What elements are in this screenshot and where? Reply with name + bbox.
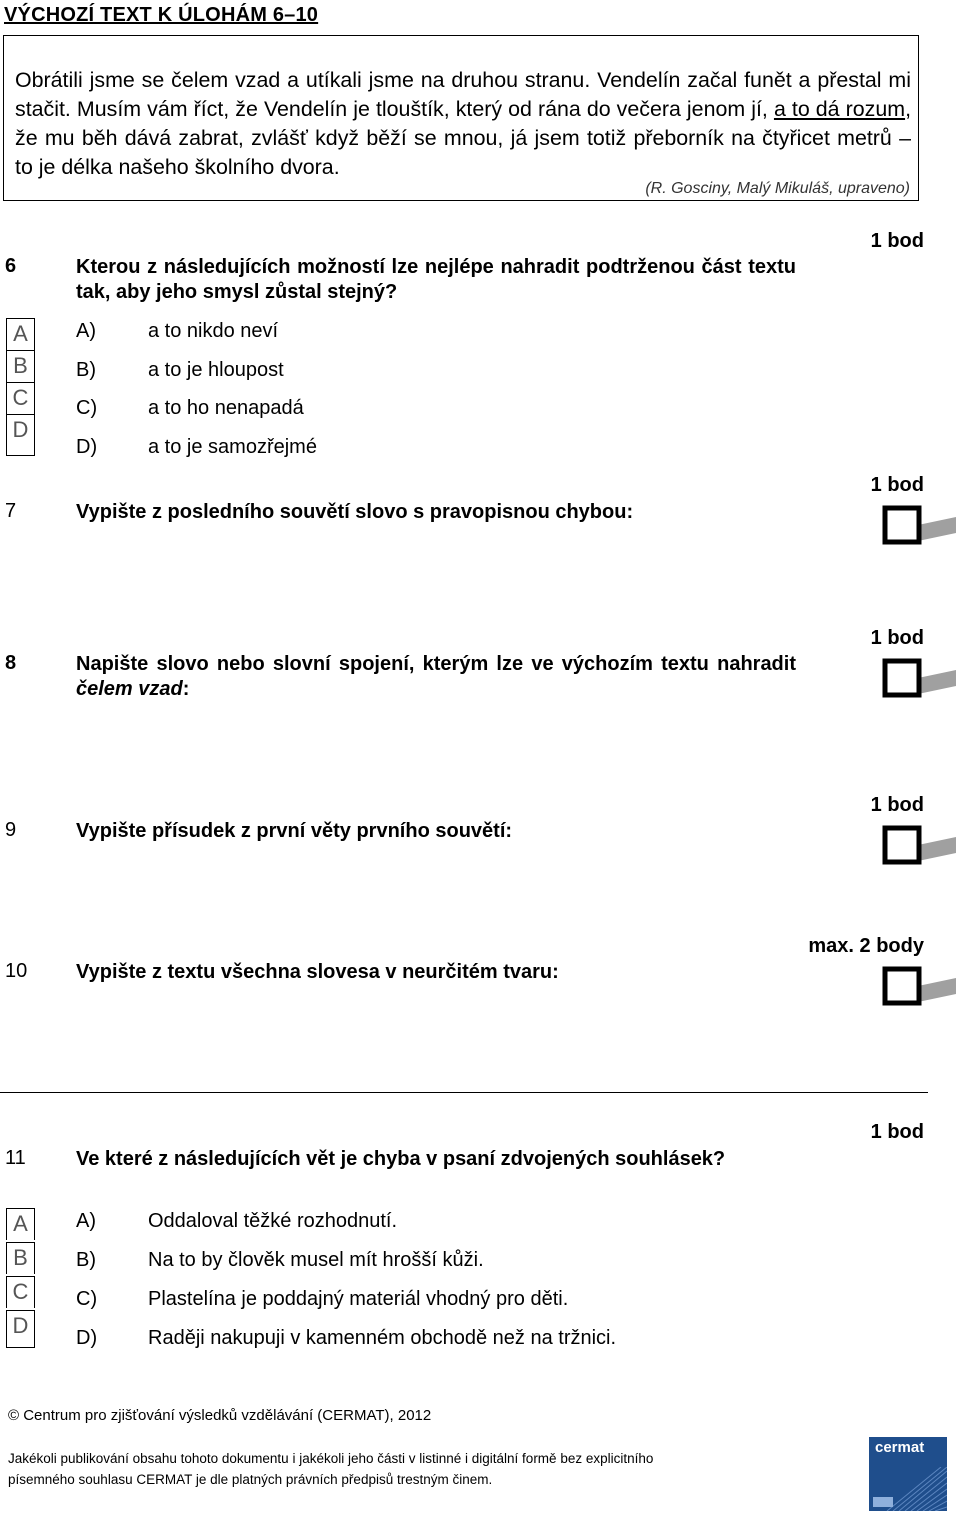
footer-legal-line-2: písemného souhlasu CERMAT je dle platných právních předpisů trestným činem. [8,1472,493,1487]
q11-option-a-box[interactable]: A [6,1208,35,1240]
q6-points: 1 bod [870,230,924,252]
q9-answer-box-icon[interactable] [882,825,956,867]
q6-option-c-label: C) [76,397,98,419]
footer-copyright: © Centrum pro zjišťování výsledků vzdělávání (CERMAT), 2012 [8,1407,432,1424]
q11-option-a-text: Oddaloval těžké rozhodnutí. [148,1210,398,1232]
q10-points: max. 2 body [808,935,924,957]
q9-number: 9 [5,819,17,841]
q7-answer-box-icon[interactable] [882,505,956,547]
q8-answer-box-icon[interactable] [882,658,956,700]
q10-text: Vypište z textu všechna slovesa v neurčitém tvaru: [76,961,559,983]
source-citation: (R. Gosciny, Malý Mikuláš, upraveno) [645,180,910,197]
q6-option-d-label: D) [76,436,98,458]
q8-text-before: Napište slovo nebo slovní spojení, kterým lze ve výchozím textu nahradit [76,653,796,675]
q9-text: Vypište přísudek z první věty prvního souvětí: [76,820,513,842]
q6-number: 6 [5,255,17,277]
q6-text: Kterou z následujících možností lze nejlépe nahradit podtrženou část textu tak, aby jeho smysl zůstal stejný? [76,256,796,303]
q8-points: 1 bod [870,627,924,649]
q6-option-c-text: a to ho nenapadá [148,397,304,419]
source-text-part1: Obrátili jsme se čelem vzad a utíkali jsme na druhou stranu. Vendelín začal funět a přestal mi stačit. Musím vám říct, že Vendelín je tlouštík, který od rána do večera jenom jí, [15,68,911,121]
cermat-logo-graphic [869,1467,947,1511]
q7-number: 7 [5,500,17,522]
q6-option-b-text: a to je hloupost [148,359,284,381]
q11-option-b-box[interactable]: B [6,1242,35,1274]
q11-option-d-box[interactable]: D [6,1310,35,1348]
footer-legal-line-1: Jakékoli publikování obsahu tohoto dokumentu i jakékoli jeho části v listinné i digitální formě bez explicitního [8,1451,654,1466]
q8-text-after: : [182,678,190,700]
q11-option-d-label: D) [76,1327,98,1349]
footer-legal-notice [8,1448,768,1490]
q11-points: 1 bod [870,1121,924,1143]
q6-option-a-label: A) [76,320,96,342]
q10-number: 10 [5,960,28,982]
q11-option-b-label: B) [76,1249,96,1271]
q8-number: 8 [5,652,17,674]
source-text-part2: , že mu běh dává zabrat, zvlášť když běží se mnou, já jsem totiž přeborník na čtyřicet metrů – to je délka našeho školního dvora. [15,97,912,179]
q6-option-a-box[interactable]: A [6,318,35,350]
q11-option-c-label: C) [76,1288,98,1310]
q11-number: 11 [5,1147,26,1169]
q10-answer-box-icon[interactable] [882,966,956,1008]
q8-text [76,652,796,702]
q6-option-b-box[interactable]: B [6,350,35,382]
cermat-logo [869,1437,947,1511]
q11-option-a-label: A) [76,1210,96,1232]
q6-option-d-text: a to je samozřejmé [148,436,317,458]
q11-option-d-text: Raději nakupuji v kamenném obchodě než na tržnici. [148,1327,617,1349]
section-divider [0,1092,928,1093]
cermat-logo-text: cermat [875,1439,925,1456]
underlined-phrase: a to dá rozum [773,97,906,121]
q6-option-d-box[interactable]: D [6,414,35,456]
q11-text: Ve které z následujících vět je chyba v psaní zdvojených souhlásek? [76,1148,726,1170]
q6-option-a-text: a to nikdo neví [148,320,279,342]
q6-option-c-box[interactable]: C [6,382,35,414]
q7-text: Vypište z posledního souvětí slovo s pravopisnou chybou: [76,501,634,523]
section-title: VÝCHOZÍ TEXT K ÚLOHÁM 6–10 [4,4,319,26]
q11-option-b-text: Na to by člověk musel mít hrošší kůži. [148,1249,484,1271]
q6-option-b-label: B) [76,359,96,381]
q11-option-c-box[interactable]: C [6,1276,35,1308]
q7-points: 1 bod [870,474,924,496]
source-text [15,66,911,182]
q11-option-c-text: Plastelína je poddajný materiál vhodný pro děti. [148,1288,569,1310]
q8-text-italic: čelem vzad [76,678,183,700]
q9-points: 1 bod [870,794,924,816]
